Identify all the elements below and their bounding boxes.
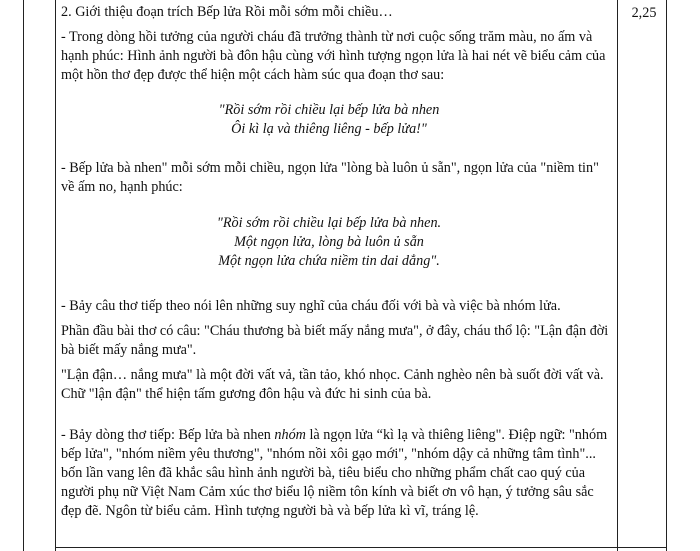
- paragraph-seven-lines: - Bảy câu thơ tiếp theo nói lên những suy nghĩ của cháu đối với bà và việc bà nhóm lửa.: [61, 298, 561, 314]
- poem1-line1: "Rồi sớm rồi chiều lại bếp lửa bà nhen: [218, 102, 440, 118]
- poem2-line1: "Rồi sớm rồi chiều lại bếp lửa bà nhen.: [216, 215, 442, 231]
- poem1-line2: Ôi kì lạ và thiêng liêng - bếp lửa!": [231, 121, 427, 137]
- paragraph-kindle-emphasis: nhóm: [274, 427, 306, 443]
- table-border-bottom: [56, 547, 667, 548]
- table-border-col2: [617, 0, 618, 551]
- paragraph-intro: - Trong dòng hồi tưởng của người cháu đã trưởng thành từ nơi cuộc sống trăm màu, no ấm và hạnh phúc: Hình ảnh người bà đôn hậu cùng với hình tượng ngọn lửa là hai nét vẽ biểu cảm của một hồn thơ đẹp được thể hiện một cách hàm súc qua đoạn thơ sau:: [61, 29, 606, 83]
- poem2-line2: Một ngọn lửa, lòng bà luôn ủ sẵn: [234, 234, 424, 250]
- paragraph-fire: - Bếp lửa bà nhen" mỗi sớm mỗi chiều, ngọn lửa "lòng bà luôn ủ sẵn", ngọn lửa của "niềm tin" về ấm no, hạnh phúc:: [61, 160, 599, 195]
- content-cell: [61, 3, 611, 521]
- poem2-line3: Một ngọn lửa chứa niềm tin dai dẳng".: [218, 253, 440, 269]
- table-border-right: [666, 0, 667, 551]
- table-border-left: [23, 0, 24, 551]
- paragraph-opening-verse: Phần đầu bài thơ có câu: "Cháu thương bà biết mấy nắng mưa", ở đây, cháu thổ lộ: "Lận đận đời bà biết mấy nắng mưa".: [61, 323, 609, 358]
- paragraph-kindle-rest: là ngọn lửa “kì lạ và thiêng liêng". Điệp ngữ: "nhóm bếp lửa", "nhóm niềm yêu thương", "nhóm nồi xôi gạo mới", "nhóm dậy cả những tâm tình"... bốn lần vang lên đã khắc sâu hình ảnh người bà, tiêu biểu cho những phẩm chất cao quý của người phụ nữ Việt Nam Cảm xúc thơ biểu lộ niềm tôn kính và biết ơn vô hạn, ý tưởng sâu sắc đẹp đẽ. Ngôn từ biểu cảm. Hình tượng người bà và bếp lửa kì vĩ, tráng lệ.: [61, 427, 608, 519]
- paragraph-kindle-start: - Bảy dòng thơ tiếp: Bếp lửa bà nhen: [61, 427, 275, 443]
- score-cell: 2,25: [631, 5, 657, 21]
- section-heading: 2. Giới thiệu đoạn trích Bếp lửa Rồi mỗi sớm mỗi chiều…: [61, 4, 393, 20]
- table-border-col1: [55, 0, 56, 551]
- paragraph-kindle: [61, 426, 611, 521]
- paragraph-hardship: "Lận đận… nắng mưa" là một đời vất vả, tần tảo, khó nhọc. Cảnh nghèo nên bà suốt đời vất và. Chữ "lận đận" thể hiện tấm gương đôn hậu và đức hi sinh của bà.: [61, 367, 604, 402]
